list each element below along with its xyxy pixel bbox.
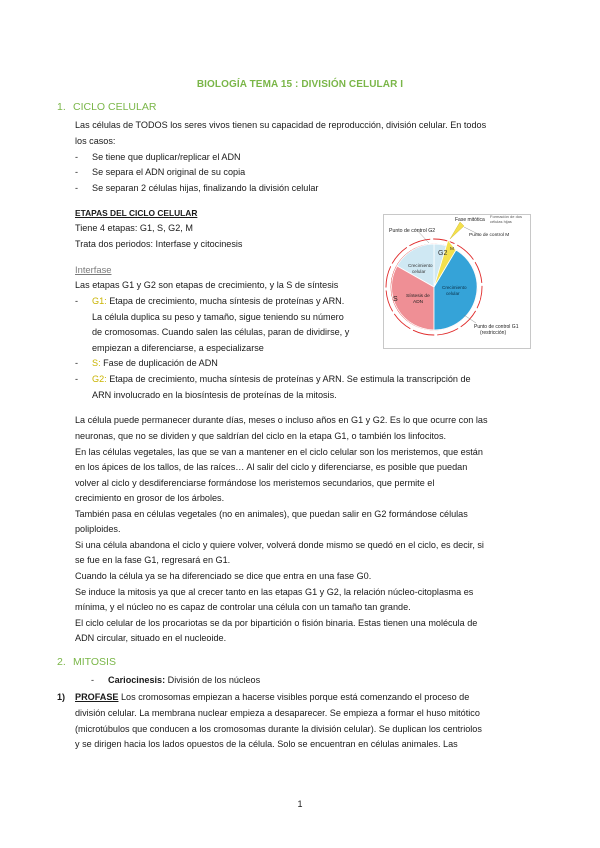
label-g1: G1 — [475, 296, 485, 303]
label-punto-g2: Punto de control G2 — [389, 228, 436, 234]
profase-line: división celular. La membrana nuclear empieza a desaparecer. Se empieza a formar el huso mitótico — [75, 708, 480, 718]
intro-line-2: los casos: — [75, 136, 116, 146]
paragraph-line: La célula puede permanecer durante días, meses o incluso años en G1 y G2. Es lo que ocurre con las — [75, 415, 488, 425]
list-item: - Se separa el ADN original de su copia — [75, 167, 246, 177]
paragraph-line: en los ápices de los tallos, de las raíces… Al salir del ciclo y diferenciarse, es posible que puedan — [75, 462, 468, 472]
paragraph-line: Se induce la mitosis ya que al crecer tanto en las etapas G1 y G2, la relación núcleo-citoplasma es — [75, 587, 474, 597]
paragraph-line: El ciclo celular de los procariotas se da por bipartición o fisión binaria. Estas tienen una molécula de — [75, 618, 478, 628]
label-crecimiento-2: celular — [412, 269, 426, 274]
list-item-g2: - G2: Etapa de crecimiento, mucha síntesis de proteínas y ARN. Se estimula la transcripción de — [75, 374, 471, 384]
label-crecimiento-1: Crecimiento — [408, 263, 433, 268]
paragraph-line: volver al ciclo y desdiferenciarse formándose los meristemos secundarios, que permite el — [75, 478, 435, 488]
leader-line — [464, 315, 476, 323]
g2-line-2: ARN involucrado en la biosíntesis de proteínas de la mitosis. — [92, 390, 337, 400]
g1-label: G1: — [92, 296, 107, 306]
profase-line: y se dirigen hacia los lados opuestos de la célula. Solo se encuentran en células animales. Las — [75, 739, 458, 749]
list-item: - Se separan 2 células hijas, finalizando la división celular — [75, 183, 319, 193]
profase-number: 1) — [57, 692, 66, 702]
label-s: S — [393, 296, 398, 303]
etapas-line-1: Tiene 4 etapas: G1, S, G2, M — [75, 223, 193, 233]
etapas-heading: ETAPAS DEL CICLO CELULAR — [75, 208, 198, 218]
section-title: MITOSIS — [73, 656, 116, 668]
list-item-g1: - G1: Etapa de crecimiento, mucha síntesis de proteínas y ARN. — [75, 296, 345, 306]
label-formacion: Formación de dos células hijas — [490, 215, 523, 224]
label-restriccion: (restricción) — [480, 330, 507, 336]
label-m: M — [450, 247, 454, 252]
label-crecimiento-g1-2: celular — [446, 291, 460, 296]
label-g2: G2 — [438, 250, 448, 257]
section-title: CICLO CELULAR — [73, 101, 157, 113]
label-punto-g1: Punto de control G1 — [474, 324, 519, 330]
label-fase-mitotica: Fase mitótica — [455, 217, 485, 223]
document-title: BIOLOGÍA TEMA 15 : DIVISIÓN CELULAR I — [196, 79, 404, 90]
paragraph-line: ADN circular, situado en el nucleoide. — [75, 633, 227, 643]
paragraph-line: mínima, y el núcleo no es capaz de controlar una célula con un tamaño tan grande. — [75, 602, 411, 612]
mitosis-wedge-extension — [450, 222, 464, 239]
cell-cycle-diagram — [383, 214, 531, 349]
section-number: 1. — [57, 101, 66, 113]
g2-label: G2: — [92, 374, 107, 384]
paragraph-line: Si una célula abandona el ciclo y quiere volver, volverá donde mismo se quedó en el ciclo, es decir, si — [75, 540, 484, 550]
profase-line-1: PROFASE Los cromosomas empiezan a hacerse visibles porque está comenzando el proceso de — [75, 692, 470, 702]
paragraph-line: se fue en la fase G1, regresará en G1. — [75, 555, 231, 565]
interfase-heading: Interfase — [75, 264, 112, 275]
interfase-intro: Las etapas G1 y G2 son etapas de crecimiento, y la S de síntesis — [75, 280, 339, 290]
paragraph-line: crecimiento en grosor de los árboles. — [75, 493, 225, 503]
profase-line: (microtúbulos que conducen a los cromosomas durante la división celular). Se duplican los centriolos — [75, 724, 482, 734]
section-heading-mitosis — [57, 656, 116, 668]
intro-line-1: Las células de TODOS los seres vivos tienen su capacidad de reproducción, división celular. En todos — [75, 120, 487, 130]
paragraph-line: Cuando la célula ya se ha diferenciado se dice que entra en una fase G0. — [75, 571, 372, 581]
list-item-cariocinesis: - Cariocinesis: División de los núcleos — [91, 675, 261, 685]
paragraph-line: También pasa en células vegetales (no en animales), que puedan salir en G2 formándose células — [75, 509, 468, 519]
label-sintesis-2: ADN — [413, 300, 424, 305]
paragraph-line: En las células vegetales, las que se van a mantener en el ciclo celular son los meristemos, que están — [75, 447, 483, 457]
label-crecimiento-g1-1: Crecimiento — [442, 285, 467, 290]
g1-line-2: La célula duplica su peso y tamaño, sigue teniendo su número — [92, 312, 344, 322]
paragraph-line: poliploides. — [75, 524, 121, 534]
section-heading-ciclo-celular — [57, 101, 156, 113]
list-item-s: - S: Fase de duplicación de ADN — [75, 358, 218, 368]
profase-label: PROFASE — [75, 692, 119, 702]
cell-cycle-svg — [384, 215, 530, 348]
list-item: - Se tiene que duplicar/replicar el ADN — [75, 152, 241, 162]
cariocinesis-label: Cariocinesis: — [108, 675, 166, 685]
label-sintesis-1: Síntesis de — [406, 294, 430, 299]
page-number: 1 — [297, 799, 303, 809]
paragraph-line: neuronas, que no se dividen y que saldrían del ciclo en la etapa G1, o también los linfocitos. — [75, 431, 447, 441]
section-number: 2. — [57, 656, 66, 668]
g1-line-4: empiezan a diferenciarse, a especializarse — [92, 343, 264, 353]
g1-line-3: de cromosomas. Cuando salen las células, paran de dividirse, y — [92, 327, 350, 337]
label-punto-m: Punto de control M — [469, 233, 510, 238]
s-label: S: — [92, 358, 101, 368]
etapas-line-2: Trata dos periodos: Interfase y citocinesis — [75, 239, 243, 249]
